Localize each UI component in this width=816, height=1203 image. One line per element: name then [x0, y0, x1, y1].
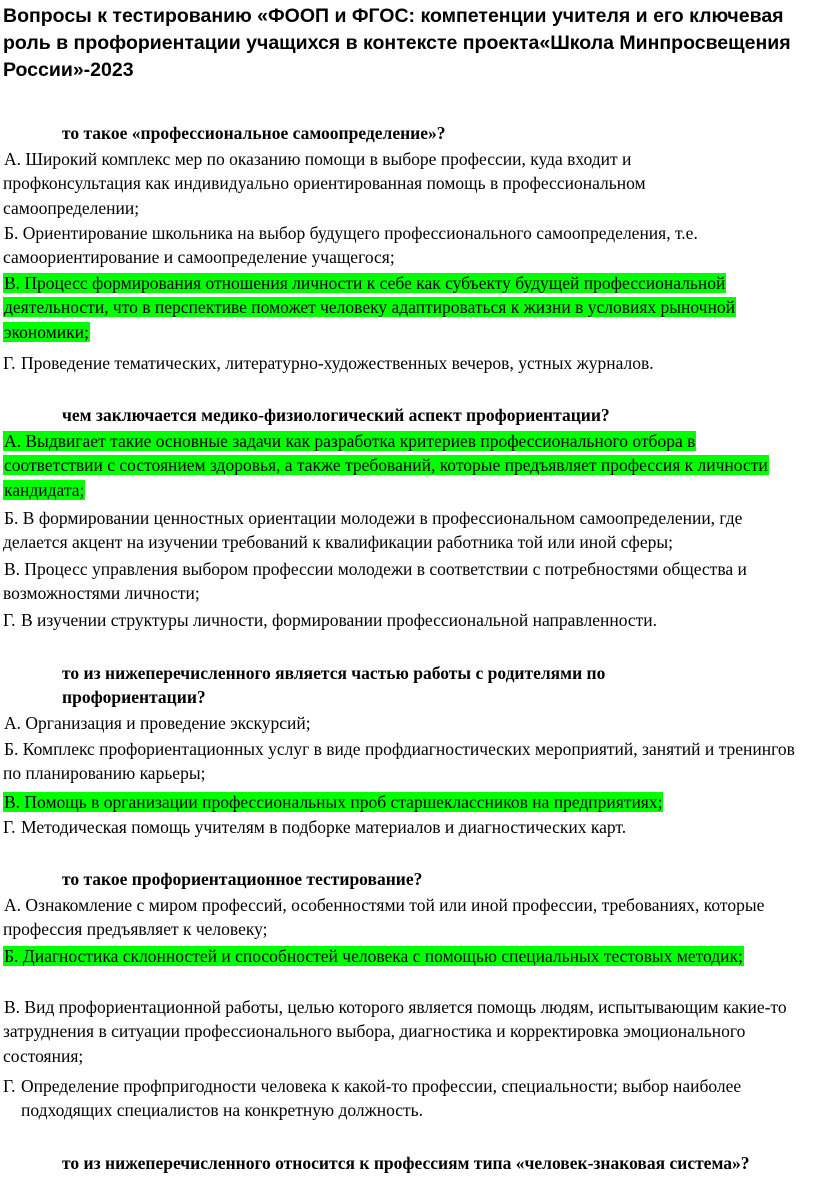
answer-3d: Г. Методическая помощь учителям в подборке материалов и диагностических карт. — [3, 817, 627, 837]
answer-2d: Г. В изучении структуры личности, формировании профессиональной направленности. — [3, 610, 658, 630]
question-2: чем заключается медико-физиологический аспект профориентации? — [62, 405, 610, 425]
question-5: то из нижеперечисленного относится к профессиям типа «человек-знаковая система»? — [62, 1153, 750, 1173]
answer-1c-correct: В. Процесс формирования отношения личности к себе как субъекту будущей профессиональной деятельности, что в перспективе поможет человеку адаптироваться к жизни в условиях рыночной экономики; — [4, 273, 735, 342]
answer-3b: Б. Комплекс профориентационных услуг в виде профдиагностических мероприятий, занятий и тренингов по планированию карьеры; — [3, 739, 795, 784]
answer-2a-correct: А. Выдвигает такие основные задачи как разработка критериев профессионального отбора в соответствии с состоянием здоровья, а также требований, которые предъявляет профессия к личности кандидата; — [4, 431, 768, 500]
question-4: то такое профориентационное тестирование? — [62, 869, 423, 889]
answer-1b: Б. Ориентирование школьника на выбор будущего профессионального самоопределения, т.е. самоориентирование и самоопределение учащегося; — [3, 223, 698, 268]
answer-3c-correct: В. Помощь в организации профессиональных проб старшеклассников на предприятиях; — [4, 792, 663, 812]
answer-1d: Г. Проведение тематических, литературно-художественных вечеров, устных журналов. — [3, 353, 654, 373]
answer-4d: Г. Определение профпригодности человека к какой-то профессии, специальности; выбор наиболее подходящих специалистов на конкретную должность. — [3, 1076, 742, 1121]
answer-4b-correct: Б. Диагностика склонностей и способностей человека с помощью специальных тестовых методик; — [4, 946, 743, 966]
answer-2c: В. Процесс управления выбором профессии молодежи в соответствии с потребностями общества и возможностями личности; — [3, 559, 747, 604]
answer-2b: Б. В формировании ценностных ориентации молодежи в профессиональном самоопределении, где делается акцент на изучении требований к квалификации работника той или иной сферы; — [3, 508, 743, 553]
answer-4a: А. Ознакомление с миром профессий, особенностями той или иной профессии, требованиях, которые профессия предъявляет к человеку; — [3, 895, 765, 940]
answer-4c: В. Вид профориентационной работы, целью которого является помощь людям, испытывающим какие-то затруднения в ситуации профессионального выбора, диагностика и корректировка эмоционального состояния; — [3, 997, 787, 1066]
answer-1a: А. Широкий комплекс мер по оказанию помощи в выборе профессии, куда входит и профконсультация как индивидуально ориентированная помощь в профессиональном самоопределении; — [3, 149, 646, 218]
question-3: то из нижеперечисленного является частью работы с родителями по профориентации? — [62, 663, 606, 707]
question-1: то такое «профессиональное самоопределение»? — [62, 123, 446, 143]
answer-3a: А. Организация и проведение экскурсий; — [4, 713, 311, 733]
document-title: Вопросы к тестированию «ФООП и ФГОС: компетенции учителя и его ключевая роль в профориентации учащихся в контексте проекта«Школа Минпросвещения России»-2023 — [3, 5, 791, 81]
